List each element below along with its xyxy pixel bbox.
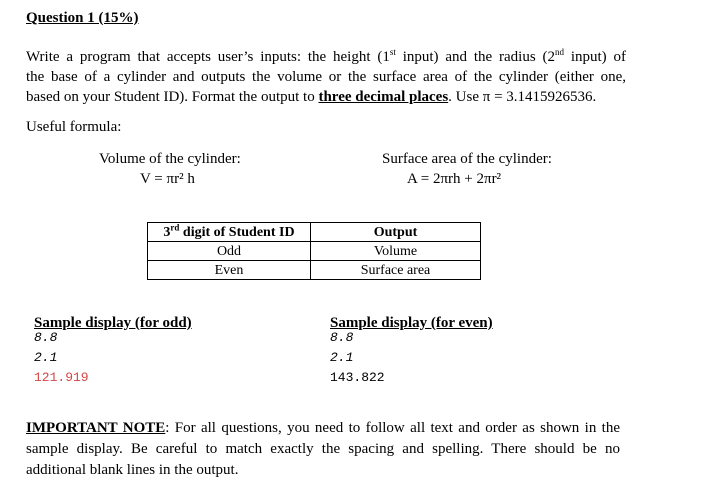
sample-even-input-1: 8.8 xyxy=(330,330,354,345)
intro-line-2: the base of a cylinder and outputs the volume or the surface area of the cylinder (either one, xyxy=(26,69,626,85)
intro-line-3: based on your Student ID). Format the output to three decimal places. Use π = 3.1415926536. xyxy=(26,89,597,105)
note-line-2: sample display. Be careful to match exactly the spacing and spelling. There should be no xyxy=(26,441,620,457)
table-cell-digit: Odd xyxy=(148,242,311,261)
output-rule-table xyxy=(147,222,481,280)
surface-area-label: Surface area of the cylinder: xyxy=(382,151,552,167)
table-row xyxy=(148,261,481,280)
sample-even-input-2: 2.1 xyxy=(330,350,354,365)
table-cell-output: Surface area xyxy=(311,261,481,280)
sample-even-console xyxy=(330,328,493,388)
sample-even xyxy=(330,315,493,388)
intro-paragraph xyxy=(26,47,626,107)
volume-formula: V = πr² h xyxy=(140,171,195,187)
table-header-row xyxy=(148,223,481,242)
sample-odd-console xyxy=(34,328,192,388)
important-note xyxy=(26,418,620,481)
question-title: Question 1 (15%) xyxy=(26,10,139,26)
decimal-places-emphasis: three decimal places xyxy=(318,89,449,105)
table-header-output: Output xyxy=(311,223,481,242)
note-line-3: additional blank lines in the output. xyxy=(26,462,239,478)
sample-even-output: 143.822 xyxy=(330,370,385,385)
useful-formula-label: Useful formula: xyxy=(26,119,122,135)
sample-odd-output: 121.919 xyxy=(34,370,89,385)
intro-line-1: Write a program that accepts user’s inputs: the height (1st input) and the radius (2nd input) of xyxy=(26,47,627,65)
surface-area-formula: A = 2πrh + 2πr² xyxy=(407,171,502,187)
table-row xyxy=(148,242,481,261)
sample-odd-input-1: 8.8 xyxy=(34,330,58,345)
sample-odd-heading: Sample display (for odd) xyxy=(34,315,192,331)
table-cell-output: Volume xyxy=(311,242,481,261)
sample-odd xyxy=(34,315,192,388)
volume-label: Volume of the cylinder: xyxy=(99,151,241,167)
sample-odd-input-2: 2.1 xyxy=(34,350,58,365)
table-header-digit: 3rd digit of Student ID xyxy=(148,223,311,242)
note-label: IMPORTANT NOTE xyxy=(26,420,166,436)
sample-even-heading: Sample display (for even) xyxy=(330,315,493,331)
table-cell-digit: Even xyxy=(148,261,311,280)
note-line-1: IMPORTANT NOTE: For all questions, you need to follow all text and order as shown in the xyxy=(26,420,620,436)
